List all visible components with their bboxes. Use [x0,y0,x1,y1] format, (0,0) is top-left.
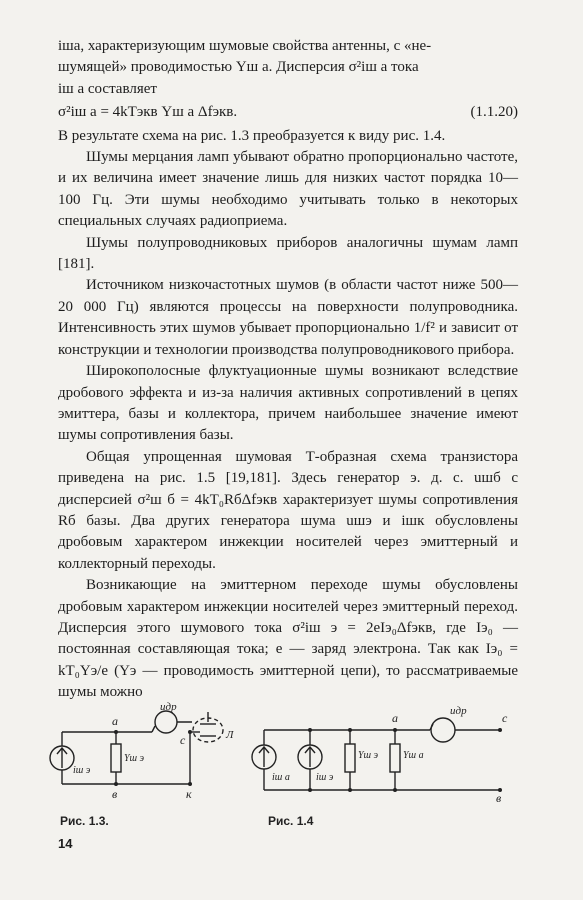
fig13-label-v: в [112,787,118,801]
fig13-label-k: к [186,787,192,801]
fig13-label-c: с [180,733,186,747]
fig14-label-c: с [502,711,508,725]
paragraph: Шумы полупроводниковых приборов аналогичны шумам ламп [181]. [58,234,518,273]
paragraph: Источником низкочастотных шумов (в области частот ниже 500—20 000 Гц) являются процессы на поверхности полупроводника. Интенсивность этих шумов убывает пропорционально 1/f² и зависит от конструкции и технологии производства полупроводникового прибора. [58,277,518,358]
equation-number: (1.1.20) [470,104,518,121]
equation-formula: σ²iш а = 4kTэкв Yш а Δfэкв. [58,104,238,121]
body-text [58,36,518,704]
fig14-label-a: а [392,711,398,725]
fig13-label-ysh: Yш э [124,753,145,764]
paragraph: Шумы мерцания ламп убывают обратно пропорционально частоте, и их величина имеет значение лишь для низких частот порядка 10—100 Гц. Эти шумы необходимо учитывать только в некоторых специальных случаях радиоприема. [58,149,518,230]
figure-1-4-caption: Рис. 1.4 [268,814,314,828]
paragraph: Широкополосные флуктуационные шумы возникают вследствие дробового эффекта и из-за наличия активных сопротивлений в цепях эмиттера, базы и коллектора, причем наибольшее значение имеют шумы сопротивления базы. [58,363,518,444]
paragraph: Возникающие на эмиттерном переходе шумы обусловлены дробовым характером инжекции носителей через эмиттерный переход. Дисперсия этого шумового тока σ²iш э = 2eIэ₀Δfэкв, где Iэ₀ — постоянная составляющая тока; e — заряд электрона. Так как Iэ₀ = kT₀Yэ/e (Yэ — проводимость эмиттерной цепи), то рассматриваемые шумы можно [58,577,518,701]
fig13-label-udr: uдр [160,701,177,713]
fig14-label-udr: uдр [450,705,467,717]
figure-1-3 [40,700,270,805]
fig13-label-a: а [112,714,118,728]
fig14-label-isha: iш а [272,772,290,783]
fig13-label-L: Л [226,729,234,741]
text-line: шумящей» проводимостью Yш а. Дисперсия σ²iш а тока [58,59,419,76]
fig14-label-yshe: Yш э [358,750,379,761]
fig14-label-ishe: iш э [316,772,334,783]
figure-1-4 [250,700,540,805]
equation [58,102,518,123]
page-number: 14 [58,836,73,851]
paragraph: Общая упрощенная шумовая Т-образная схема транзистора приведена на рис. 1.5 [19,181]. Здесь генератор э. д. с. uшб с дисперсией σ²ш б = 4kT₀RбΔfэкв характеризует шумы сопротивления Rб базы. Два других генератора шума uшэ и iшк обусловлены дробовым характером инжекции носителей через эмиттерный и коллекторный переходы. [58,448,518,572]
text-line: iша, характеризующим шумовые свойства антенны, с «не- [58,38,432,54]
paragraph: В результате схема на рис. 1.3 преобразуется к виду рис. 1.4. [58,127,446,144]
fig14-label-v: в [496,791,502,805]
fig13-label-ish: iш э [73,765,91,776]
fig14-label-ysha: Yш а [403,750,424,761]
text-line: iш а составляет [58,80,157,97]
figure-1-3-caption: Рис. 1.3. [60,814,109,828]
